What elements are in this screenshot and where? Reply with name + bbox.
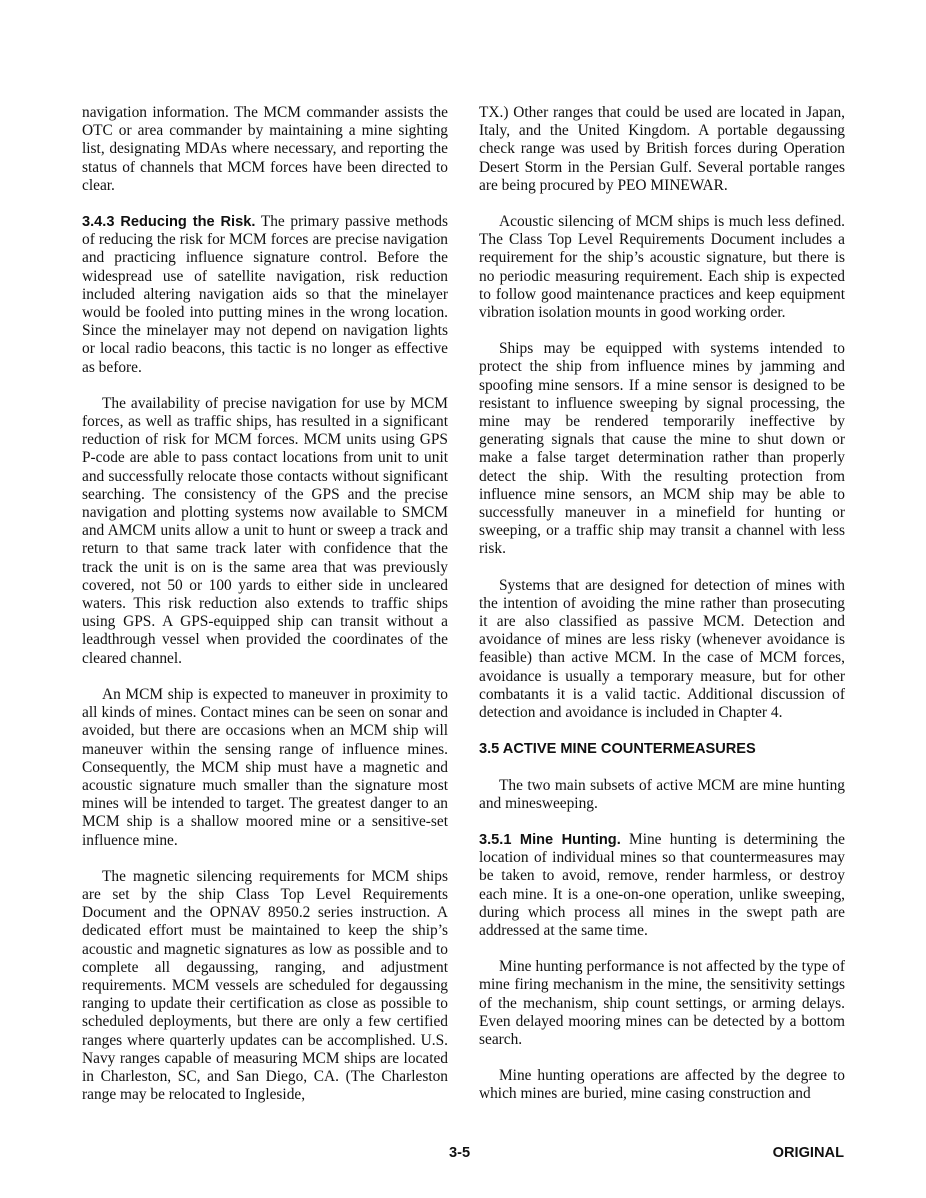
paragraph: Systems that are designed for detection of mines with the intention of avoiding the mine rather than prosecuting it are also classified as passive MCM. Detection and avoidance of mines are less risky (whenever avoidance is feasible) than active MCM. In the case of MCM forces, avoidance is usually a temporary measure, but for other combatants it is a valid tactic. Additional discussion of detection and avoidance is included in Chapter 4. — [479, 576, 845, 722]
paragraph: An MCM ship is expected to maneuver in proximity to all kinds of mines. Contact mines can be seen on sonar and avoided, but there are occasions when an MCM ship will maneuver within the sensing range of influence mines. Consequently, the MCM ship must have a magnetic and acoustic signature much smaller than the signature most mines will be intended to target. The greatest danger to an MCM ship is a shallow moored mine or a sensitive-set influence mine. — [82, 685, 448, 849]
paragraph: The availability of precise navigation for use by MCM forces, as well as traffic ships, has resulted in a significant reduction of risk for MCM forces. MCM units using GPS P-code are able to pass contact locations from unit to unit and successfully relocate those contacts without significant searching. The consistency of the GPS and the precise navigation and plotting systems now available to SMCM and AMCM units allow a unit to hunt or sweep a track and return to that same track later with confidence that the track the unit is on is the same area that was previously covered, not 50 or 100 yards to either side in uncleared waters. This risk reduction also extends to traffic ships using GPS. A GPS-equipped ship can transit without a leadthrough vessel when provided the coordinates of the cleared channel. — [82, 394, 448, 667]
paragraph: Mine hunting operations are affected by the degree to which mines are buried, mine casing construction and — [479, 1067, 845, 1103]
paragraph: navigation information. The MCM commander assists the OTC or area commander by maintaining a mine sighting list, designating MDAs where necessary, and reporting the status of channels that MCM forces have been directed to clear. — [82, 104, 448, 194]
section-3-5-1 — [479, 831, 845, 940]
document-status: ORIGINAL — [772, 1145, 844, 1161]
paragraph: Ships may be equipped with systems intended to protect the ship from influence mines by jamming and spoofing mine sensors. If a mine sensor is designed to be resistant to influence sweeping by signal processing, the mine may be rendered temporarily ineffective by generating signals that cause the mine to shut down or make a false target determination rather than properly detect the ship. With the resulting protection from influence mine sensors, an MCM ship may be able to successfully maneuver in a minefield for hunting or sweeping, or a traffic ship may transit a channel with less risk. — [479, 340, 845, 558]
section-body: Mine hunting is determining the location of individual mines so that countermeasures may be taken to avoid, remove, render harmless, or destroy each mine. It is a one-on-one operation, unlike sweeping, during which process all mines in the swept path are addressed at the same time. — [479, 830, 845, 939]
paragraph: The magnetic silencing requirements for MCM ships are set by the ship Class Top Level Requirements Document and the OPNAV 8950.2 series instruction. A dedicated effort must be maintained to keep the ship’s acoustic and magnetic signatures as low as possible and to complete all degaussing, ranging, and adjustment requirements. MCM vessels are scheduled for degaussing ranging to update their certification as close as possible to scheduled deployments, but there are only a few certified ranges where quarterly updates can be accomplished. U.S. Navy ranges capable of measuring MCM ships are located in Charleston, SC, and San Diego, CA. (The Charleston range may be relocated to Ingleside, — [82, 867, 448, 1104]
paragraph: Mine hunting performance is not affected by the type of mine firing mechanism in the mine, the sensitivity settings of the mechanism, ship count settings, or arming delays. Even delayed mooring mines can be detected by a bottom search. — [479, 958, 845, 1048]
paragraph: Acoustic silencing of MCM ships is much less defined. The Class Top Level Requirements Document includes a requirement for the ship’s acoustic signature, but there is no periodic measuring requirement. Each ship is expected to follow good maintenance practices and keep equipment vibration isolation mounts in good working order. — [479, 213, 845, 322]
section-3-4-3 — [82, 213, 448, 377]
section-title: 3.4.3 Reducing the Risk. — [82, 214, 256, 231]
right-column — [479, 104, 845, 1122]
paragraph: TX.) Other ranges that could be used are located in Japan, Italy, and the United Kingdom. A portable degaussing check range was used by British forces during Operation Desert Storm in the Persian Gulf. Several portable ranges are being procured by PEO MINEWAR. — [479, 104, 845, 194]
left-column — [82, 104, 448, 1122]
section-heading: 3.5 ACTIVE MINE COUNTERMEASURES — [479, 741, 756, 758]
paragraph: The two main subsets of active MCM are mine hunting and minesweeping. — [479, 776, 845, 812]
page-number: 3-5 — [449, 1145, 471, 1161]
section-body: The primary passive methods of reducing the risk for MCM forces are precise navigation and practicing influence signature control. Before the widespread use of satellite navigation, risk reduction included altering navigation aids so that the minelayer would be fooled into putting mines in the wrong location. Since the minelayer may not depend on navigation lights or local radio beacons, this tactic is no longer as effective as before. — [82, 213, 448, 376]
section-title: 3.5.1 Mine Hunting. — [479, 831, 621, 848]
